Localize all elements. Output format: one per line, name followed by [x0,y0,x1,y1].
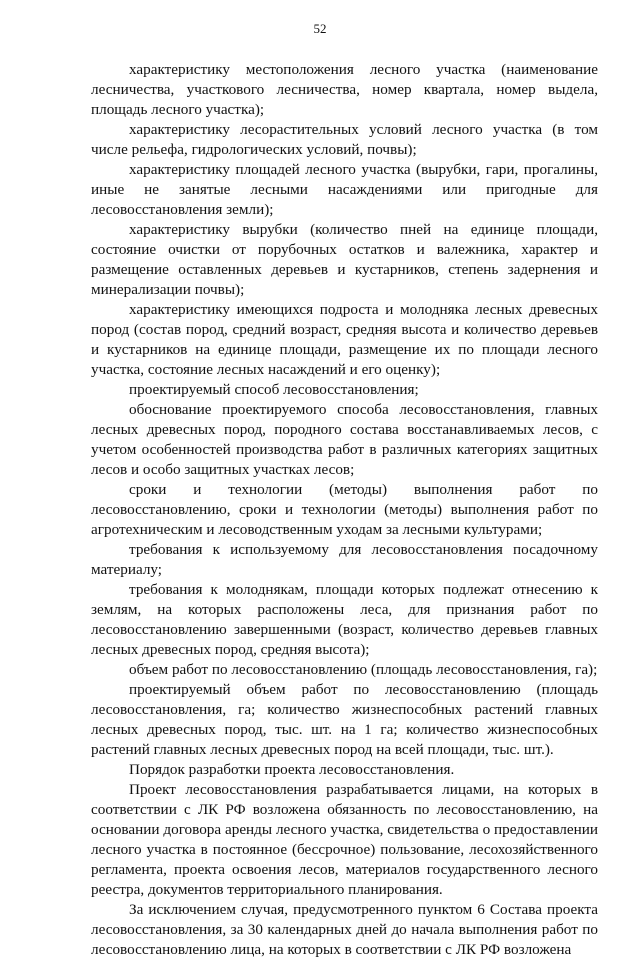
paragraph-volume: объем работ по лесовосстановлению (площадь лесовосстановления, га); [129,661,598,678]
paragraph-clearcut: характеристику вырубки (количество пней на единице площади, состояние очистки от порубочных остатков и валежника, характер и размещение оставленных деревьев и кустарников, степень задернения и минерализации почвы); [91,221,598,298]
page-number: 52 [313,21,327,36]
paragraph-method: проектируемый способ лесовосстановления; [129,381,419,398]
document-body [91,60,598,960]
paragraph-projected-volume: проектируемый объем работ по лесовосстановлению (площадь лесовосстановления, га; количество жизнеспособных растений главных лесных древесных пород, тыс. шт. на 1 га; количество жизнеспособных растений главных лесных древесных пород на всей площади, тыс. шт.). [91,681,598,758]
paragraph-procedure: Проект лесовосстановления разрабатывается лицами, на которых в соответствии с ЛК РФ возложена обязанность по лесовосстановлению, на основании договора аренды лесного участка, свидетельства о предоставлении лесного участка в постоянное (бессрочное) пользование, лесохозяйственного регламента, проекта освоения лесов, материалов государственного лесного реестра, документов территориального планирования. [91,781,598,898]
paragraph-timing: сроки и технологии (методы) выполнения работ по лесовосстановлению, сроки и технологии (методы) выполнения работ по агротехническим и лесоводственным уходам за лесными культурами; [91,481,598,538]
paragraph-growing-conditions: характеристику лесорастительных условий лесного участка (в том числе рельефа, гидрологических условий, почвы); [91,121,598,158]
paragraph-procedure-heading: Порядок разработки проекта лесовосстановления. [129,761,455,778]
paragraph-planting-material: требования к используемому для лесовосстановления посадочному материалу; [91,541,598,578]
paragraph-undergrowth: характеристику имеющихся подроста и молодняка лесных древесных пород (состав пород, средний возраст, средняя высота и количество деревьев и кустарников на единице площади, размещение их по площади лесного участка, состояние лесных насаждений и его оценку); [91,301,598,378]
paragraph-location: характеристику местоположения лесного участка (наименование лесничества, участкового лесничества, номер квартала, номер выдела, площадь лесного участка); [91,61,598,118]
paragraph-justification: обоснование проектируемого способа лесовосстановления, главных лесных древесных пород, породного состава восстанавливаемых лесов, с учетом особенностей производства работ в различных категориях защитных лесов и особо защитных участках лесов; [91,401,598,478]
paragraph-areas: характеристику площадей лесного участка (вырубки, гари, прогалины, иные не занятые лесными насаждениями или пригодные для лесовосстановления земли); [91,161,598,218]
paragraph-young-stands: требования к молоднякам, площади которых подлежат отнесению к землям, на которых расположены леса, для признания работ по лесовосстановлению завершенными (возраст, количество деревьев главных лесных древесных пород, средняя высота); [91,581,598,658]
paragraph-exception: За исключением случая, предусмотренного пунктом 6 Состава проекта лесовосстановления, за 30 календарных дней до начала выполнения работ по лесовосстановлению лица, на которых в соответствии с ЛК РФ возложена [91,901,598,958]
